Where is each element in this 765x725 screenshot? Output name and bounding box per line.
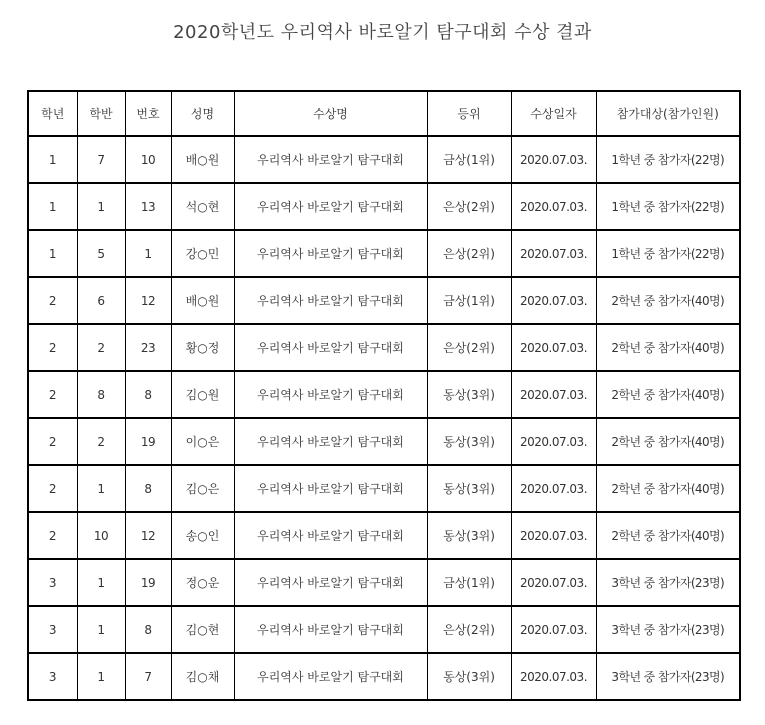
cell-target: 1학년 중 참가자(22명) bbox=[596, 136, 740, 183]
cell-award-name: 우리역사 바로알기 탐구대회 bbox=[234, 512, 427, 559]
header-award-name: 수상명 bbox=[234, 91, 427, 136]
cell-award-date: 2020.07.03. bbox=[511, 512, 596, 559]
cell-award-date: 2020.07.03. bbox=[511, 559, 596, 606]
cell-rank: 동상(3위) bbox=[427, 465, 511, 512]
cell-award-name: 우리역사 바로알기 탐구대회 bbox=[234, 606, 427, 653]
table-row bbox=[28, 183, 740, 230]
cell-name: 김○은 bbox=[171, 465, 234, 512]
cell-number: 8 bbox=[125, 371, 171, 418]
cell-rank: 은상(2위) bbox=[427, 230, 511, 277]
cell-number: 8 bbox=[125, 465, 171, 512]
cell-rank: 동상(3위) bbox=[427, 371, 511, 418]
table-row bbox=[28, 277, 740, 324]
cell-rank: 동상(3위) bbox=[427, 512, 511, 559]
cell-target: 2학년 중 참가자(40명) bbox=[596, 418, 740, 465]
cell-award-name: 우리역사 바로알기 탐구대회 bbox=[234, 465, 427, 512]
cell-target: 3학년 중 참가자(23명) bbox=[596, 653, 740, 700]
cell-grade: 3 bbox=[28, 606, 77, 653]
cell-award-date: 2020.07.03. bbox=[511, 653, 596, 700]
cell-rank: 금상(1위) bbox=[427, 277, 511, 324]
cell-rank: 은상(2위) bbox=[427, 324, 511, 371]
cell-target: 3학년 중 참가자(23명) bbox=[596, 559, 740, 606]
cell-grade: 1 bbox=[28, 136, 77, 183]
cell-class: 1 bbox=[77, 559, 125, 606]
cell-class: 5 bbox=[77, 230, 125, 277]
cell-rank: 은상(2위) bbox=[427, 606, 511, 653]
cell-class: 8 bbox=[77, 371, 125, 418]
cell-class: 1 bbox=[77, 183, 125, 230]
cell-number: 12 bbox=[125, 512, 171, 559]
table-row bbox=[28, 465, 740, 512]
table-row bbox=[28, 371, 740, 418]
cell-award-name: 우리역사 바로알기 탐구대회 bbox=[234, 418, 427, 465]
cell-rank: 금상(1위) bbox=[427, 136, 511, 183]
table-row bbox=[28, 512, 740, 559]
cell-grade: 2 bbox=[28, 324, 77, 371]
cell-award-name: 우리역사 바로알기 탐구대회 bbox=[234, 277, 427, 324]
cell-award-date: 2020.07.03. bbox=[511, 418, 596, 465]
cell-class: 10 bbox=[77, 512, 125, 559]
awards-table bbox=[27, 90, 741, 701]
cell-award-name: 우리역사 바로알기 탐구대회 bbox=[234, 183, 427, 230]
cell-class: 1 bbox=[77, 653, 125, 700]
cell-class: 2 bbox=[77, 324, 125, 371]
table-row bbox=[28, 559, 740, 606]
cell-award-date: 2020.07.03. bbox=[511, 277, 596, 324]
cell-class: 7 bbox=[77, 136, 125, 183]
cell-award-name: 우리역사 바로알기 탐구대회 bbox=[234, 136, 427, 183]
cell-number: 8 bbox=[125, 606, 171, 653]
cell-grade: 2 bbox=[28, 371, 77, 418]
cell-target: 2학년 중 참가자(40명) bbox=[596, 371, 740, 418]
cell-class: 1 bbox=[77, 606, 125, 653]
cell-grade: 3 bbox=[28, 559, 77, 606]
cell-award-date: 2020.07.03. bbox=[511, 136, 596, 183]
table-row bbox=[28, 324, 740, 371]
cell-award-date: 2020.07.03. bbox=[511, 324, 596, 371]
cell-name: 강○민 bbox=[171, 230, 234, 277]
cell-number: 7 bbox=[125, 653, 171, 700]
table-header-row bbox=[28, 91, 740, 136]
cell-name: 황○정 bbox=[171, 324, 234, 371]
cell-name: 이○은 bbox=[171, 418, 234, 465]
cell-award-name: 우리역사 바로알기 탐구대회 bbox=[234, 371, 427, 418]
cell-grade: 2 bbox=[28, 512, 77, 559]
cell-grade: 2 bbox=[28, 277, 77, 324]
cell-grade: 1 bbox=[28, 230, 77, 277]
cell-award-name: 우리역사 바로알기 탐구대회 bbox=[234, 559, 427, 606]
table-row bbox=[28, 230, 740, 277]
cell-target: 2학년 중 참가자(40명) bbox=[596, 465, 740, 512]
cell-target: 2학년 중 참가자(40명) bbox=[596, 277, 740, 324]
cell-award-date: 2020.07.03. bbox=[511, 371, 596, 418]
cell-number: 13 bbox=[125, 183, 171, 230]
cell-name: 배○원 bbox=[171, 136, 234, 183]
header-number: 번호 bbox=[125, 91, 171, 136]
cell-number: 19 bbox=[125, 418, 171, 465]
cell-number: 19 bbox=[125, 559, 171, 606]
cell-grade: 2 bbox=[28, 465, 77, 512]
cell-award-name: 우리역사 바로알기 탐구대회 bbox=[234, 230, 427, 277]
header-grade: 학년 bbox=[28, 91, 77, 136]
cell-number: 12 bbox=[125, 277, 171, 324]
cell-award-date: 2020.07.03. bbox=[511, 465, 596, 512]
header-name: 성명 bbox=[171, 91, 234, 136]
header-class: 학반 bbox=[77, 91, 125, 136]
table-body bbox=[28, 136, 740, 700]
cell-grade: 3 bbox=[28, 653, 77, 700]
header-rank: 등위 bbox=[427, 91, 511, 136]
cell-rank: 동상(3위) bbox=[427, 418, 511, 465]
cell-number: 1 bbox=[125, 230, 171, 277]
cell-rank: 은상(2위) bbox=[427, 183, 511, 230]
cell-grade: 1 bbox=[28, 183, 77, 230]
cell-target: 2학년 중 참가자(40명) bbox=[596, 324, 740, 371]
header-award-date: 수상일자 bbox=[511, 91, 596, 136]
cell-target: 1학년 중 참가자(22명) bbox=[596, 183, 740, 230]
cell-name: 김○채 bbox=[171, 653, 234, 700]
page-title: 2020학년도 우리역사 바로알기 탐구대회 수상 결과 bbox=[173, 22, 592, 43]
cell-rank: 동상(3위) bbox=[427, 653, 511, 700]
cell-grade: 2 bbox=[28, 418, 77, 465]
cell-award-date: 2020.07.03. bbox=[511, 183, 596, 230]
table-row bbox=[28, 418, 740, 465]
cell-award-date: 2020.07.03. bbox=[511, 230, 596, 277]
cell-name: 김○원 bbox=[171, 371, 234, 418]
cell-name: 배○원 bbox=[171, 277, 234, 324]
cell-rank: 금상(1위) bbox=[427, 559, 511, 606]
cell-name: 석○현 bbox=[171, 183, 234, 230]
cell-name: 정○운 bbox=[171, 559, 234, 606]
cell-name: 송○인 bbox=[171, 512, 234, 559]
cell-number: 10 bbox=[125, 136, 171, 183]
cell-award-date: 2020.07.03. bbox=[511, 606, 596, 653]
cell-number: 23 bbox=[125, 324, 171, 371]
header-target: 참가대상(참가인원) bbox=[596, 91, 740, 136]
cell-target: 3학년 중 참가자(23명) bbox=[596, 606, 740, 653]
cell-class: 1 bbox=[77, 465, 125, 512]
table-row bbox=[28, 606, 740, 653]
cell-class: 2 bbox=[77, 418, 125, 465]
cell-target: 1학년 중 참가자(22명) bbox=[596, 230, 740, 277]
cell-name: 김○현 bbox=[171, 606, 234, 653]
cell-class: 6 bbox=[77, 277, 125, 324]
cell-award-name: 우리역사 바로알기 탐구대회 bbox=[234, 653, 427, 700]
cell-target: 2학년 중 참가자(40명) bbox=[596, 512, 740, 559]
table-row bbox=[28, 653, 740, 700]
cell-award-name: 우리역사 바로알기 탐구대회 bbox=[234, 324, 427, 371]
table-row bbox=[28, 136, 740, 183]
